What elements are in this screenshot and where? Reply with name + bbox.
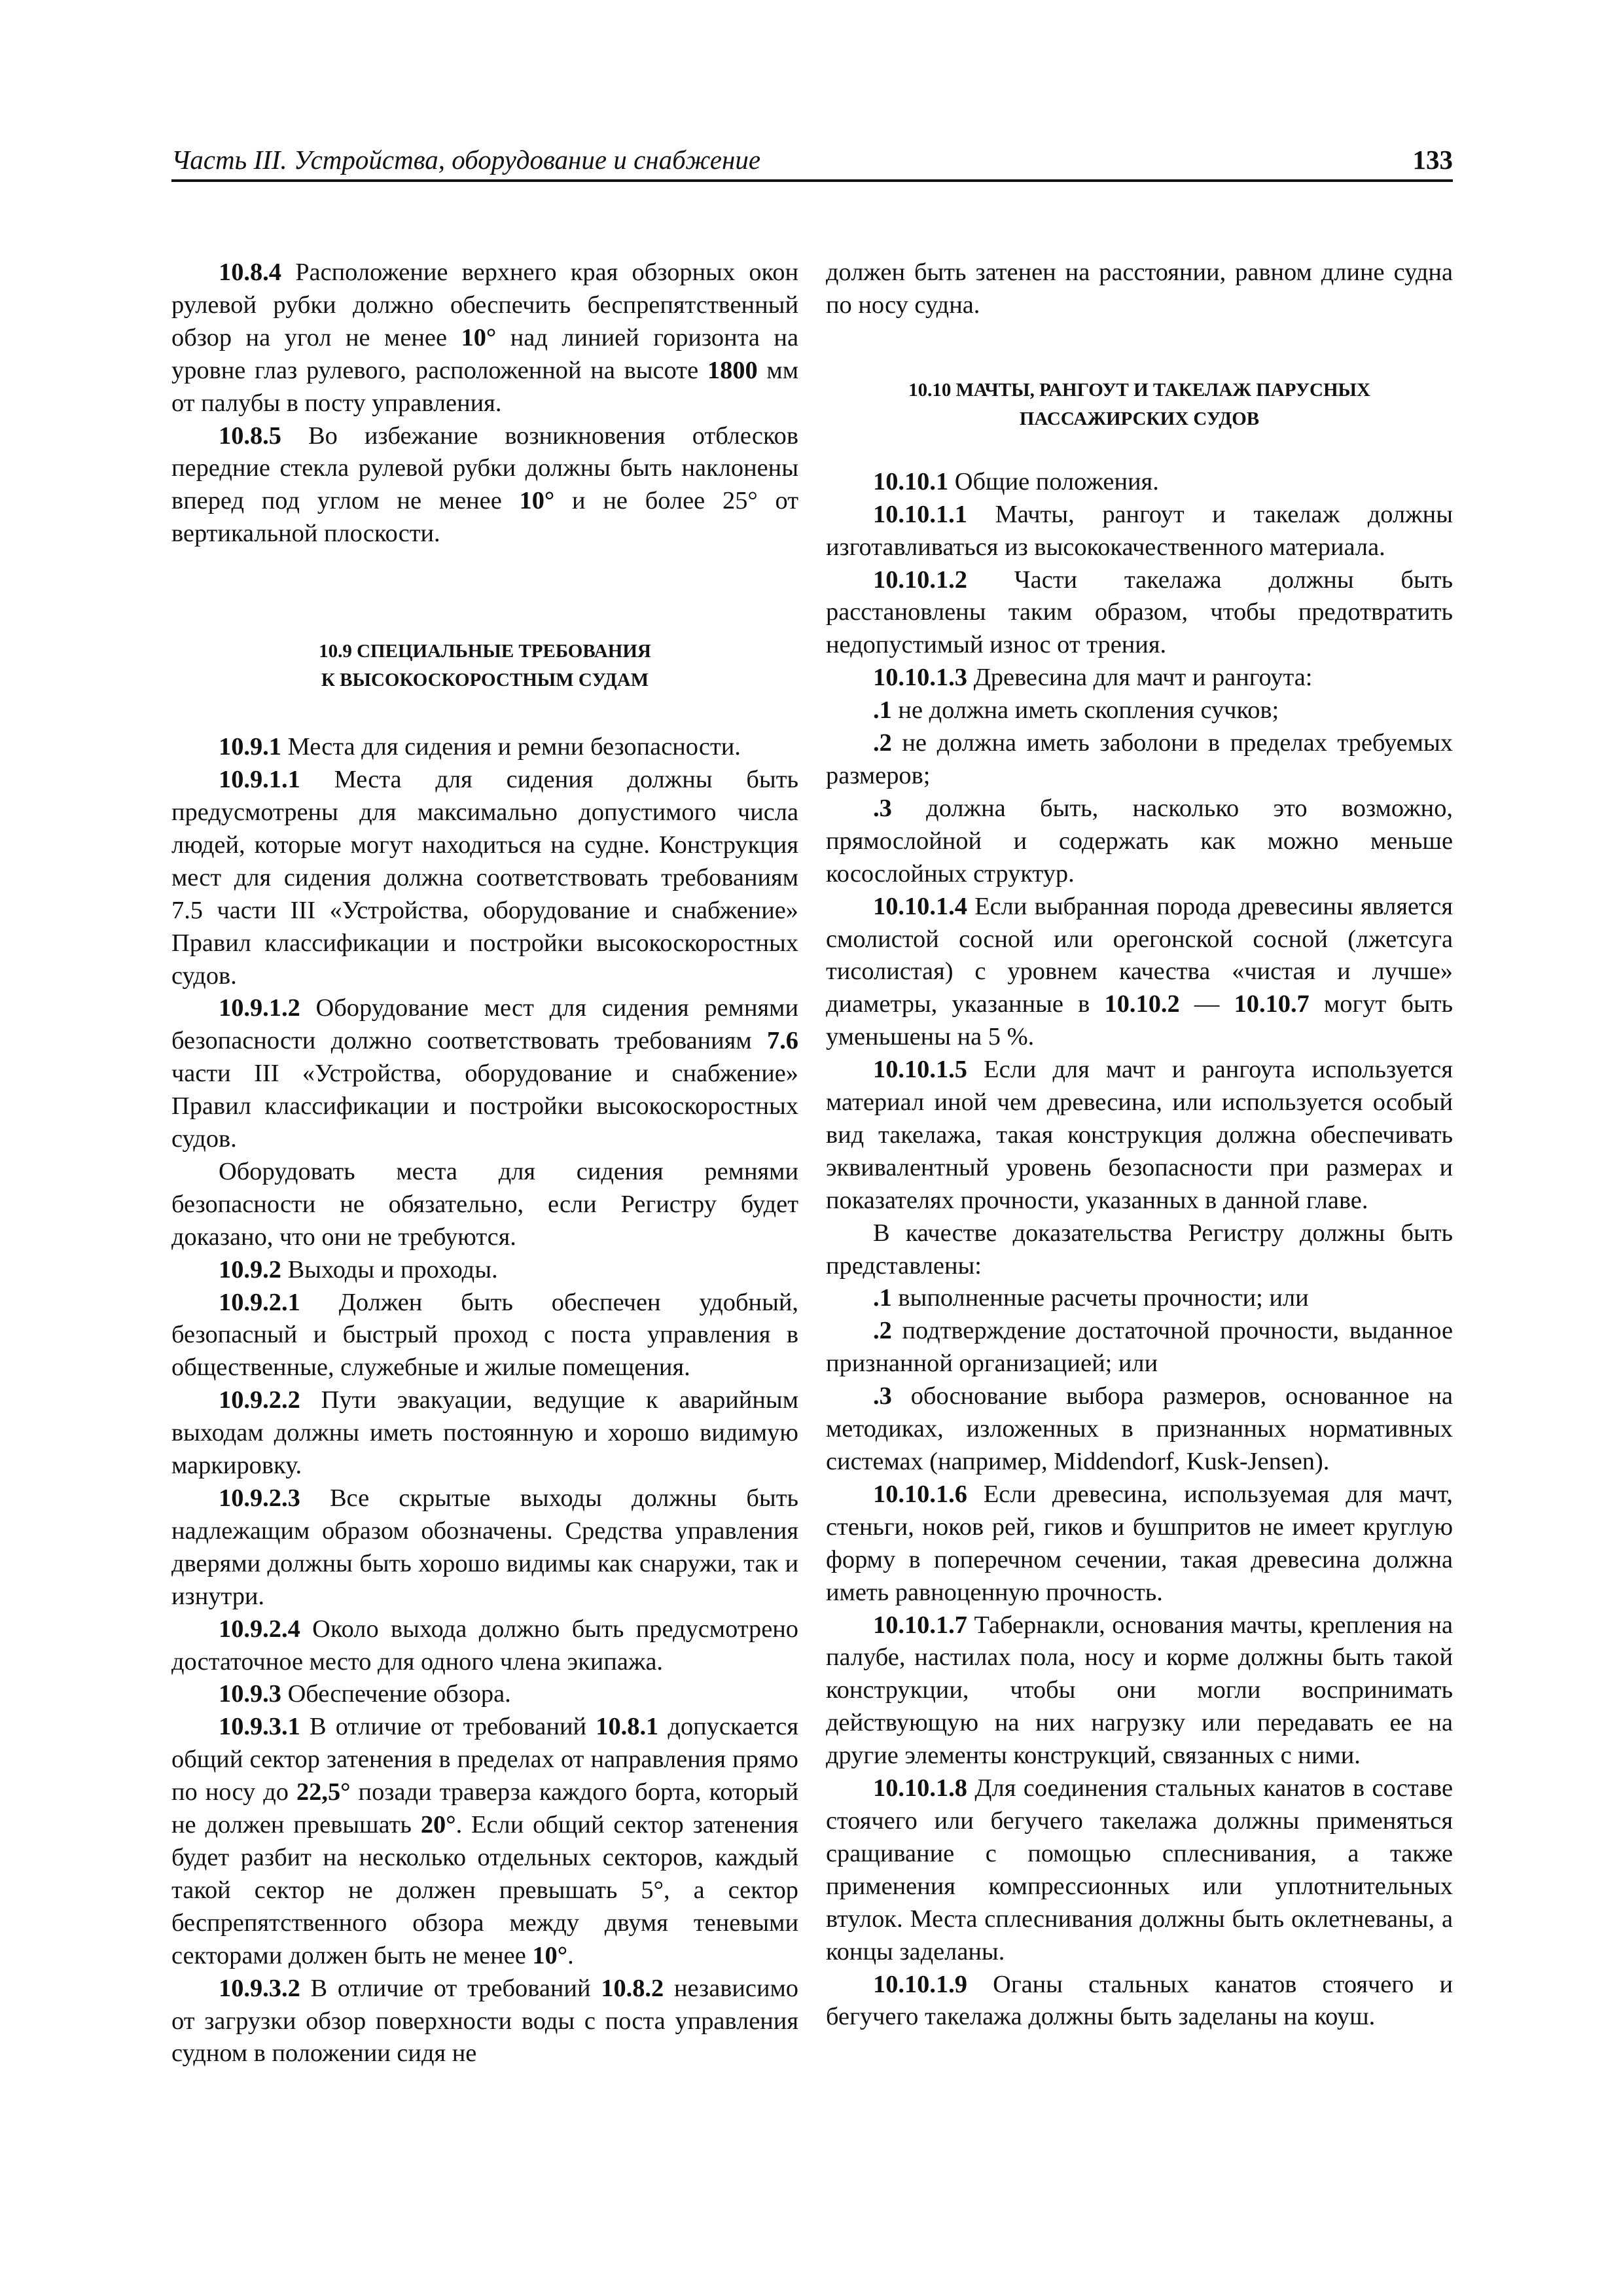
- paragraph-continuation: должен быть затенен на расстоянии, равном длине судна по носу судна.: [826, 259, 1453, 319]
- paragraph-10-9-3: 10.9.3 Обеспечение обзора.: [219, 1680, 511, 1708]
- paragraph-10-9-2-1: 10.9.2.1 Должен быть обеспечен удобный, безопасный и быстрый проход с поста управления в общественные, служебные и жилые помещения.: [171, 1288, 798, 1382]
- paragraph-10-10-1-7: 10.10.1.7 Табернакли, основания мачты, крепления на палубе, настилах пола, носу и корме должны быть такой конструкции, чтобы они могли воспринимать действующую на них нагрузку или передавать ее на другие элементы конструкций, связанных с ними.: [826, 1611, 1453, 1770]
- section-heading-10-9: 10.9 СПЕЦИАЛЬНЫЕ ТРЕБОВАНИЯ К ВЫСОКОСКОРОСТНЫМ СУДАМ: [319, 641, 651, 691]
- paragraph-10-9-1: 10.9.1 Места для сидения и ремни безопасности.: [219, 733, 741, 761]
- list-item-evidence-1: .1 выполненные расчеты прочности; или: [873, 1284, 1309, 1312]
- paragraph-10-9-2-4: 10.9.2.4 Около выхода должно быть предусмотрено достаточное место для одного члена экипажа.: [171, 1615, 798, 1676]
- paragraph-10-10-1-2: 10.10.1.2 Части такелажа должны быть расстановлены таким образом, чтобы предотвратить недопустимый износ от трения.: [826, 565, 1453, 659]
- paragraph-10-10-1-9: 10.10.1.9 Оганы стальных канатов стоячего и бегучего такелажа должны быть заделаны на коуш.: [826, 1970, 1453, 2031]
- list-item-wood-2: .2 не должна иметь заболони в пределах требуемых размеров;: [826, 729, 1453, 789]
- paragraph-10-9-2: 10.9.2 Выходы и проходы.: [219, 1255, 498, 1283]
- right-column: [826, 257, 1453, 2034]
- list-item-evidence-2: .2 подтверждение достаточной прочности, выданное признанной организацией; или: [826, 1317, 1453, 1378]
- paragraph-10-9-3-2: 10.9.3.2 В отличие от требований 10.8.2 независимо от загрузки обзор поверхности воды с поста управления судном в положении сидя не: [171, 1974, 798, 2068]
- section-heading-10-10: 10.10 МАЧТЫ, РАНГОУТ И ТАКЕЛАЖ ПАРУСНЫХ ПАССАЖИРСКИХ СУДОВ: [908, 379, 1370, 429]
- paragraph-10-10-1-5: 10.10.1.5 Если для мачт и рангоута используется материал иной чем древесина, или используется особый вид такелажа, такая конструкция должна обеспечивать эквивалентный уровень безопасности при размерах и показателях прочности, указанных в данной главе.: [826, 1056, 1453, 1214]
- paragraph-10-9-1-1: 10.9.1.1 Места для сидения должны быть предусмотрены для максимально допустимого числа людей, которые могут находиться на судне. Конструкция мест для сидения должна соответствовать требованиям 7.5 части III «Устройства, оборудование и снабжение» Правил классификации и постройки высокоскоростных судов.: [171, 766, 798, 990]
- paragraph-10-10-1-6: 10.10.1.6 Если древесина, используемая для мачт, стеньги, ноков рей, гиков и бушпритов не имеет круглую форму в поперечном сечении, такая древесина должна иметь равноценную прочность.: [826, 1480, 1453, 1606]
- running-header: [171, 145, 1453, 182]
- paragraph-10-9-2-2: 10.9.2.2 Пути эвакуации, ведущие к аварийным выходам должны иметь постоянную и хорошо видимую маркировку.: [171, 1386, 798, 1480]
- header-title: Часть III. Устройства, оборудование и снабжение: [171, 145, 761, 175]
- paragraph-10-8-4: 10.8.4 Расположение верхнего края обзорных окон рулевой рубки должно обеспечить беспрепятственный обзор на угол не менее 10° над линией горизонта на уровне глаз рулевого, расположенной на высоте 1800 мм от палубы в посту управления.: [171, 259, 798, 417]
- paragraph-10-8-5: 10.8.5 Во избежание возникновения отблесков передние стекла рулевой рубки должны быть наклонены вперед под углом не менее 10° и не более 25° от вертикальной плоскости.: [171, 422, 798, 548]
- list-item-evidence-3: .3 обоснование выбора размеров, основанное на методиках, изложенных в признанных нормативных системах (например, Middendorf, Kusk-Jensen).: [826, 1382, 1453, 1475]
- paragraph-10-10-1-1: 10.10.1.1 Мачты, рангоут и такелаж должны изготавливаться из высококачественного материала.: [826, 500, 1453, 561]
- paragraph-10-10-1-3: 10.10.1.3 Древесина для мачт и рангоута:: [873, 664, 1313, 692]
- list-item-wood-3: .3 должна быть, насколько это возможно, прямослойной и содержать как можно меньше косослойных структур.: [826, 794, 1453, 888]
- left-column: [171, 257, 798, 2070]
- paragraph-10-10-1-8: 10.10.1.8 Для соединения стальных канатов в составе стоячего или бегучего такелажа должны применяться сращивание с помощью сплеснивания, а также применения компрессионных или уплотнительных втулок. Места сплеснивания должны быть оклетневаны, а концы заделаны.: [826, 1774, 1453, 1965]
- paragraph-10-9-3-1: 10.9.3.1 В отличие от требований 10.8.1 допускается общий сектор затенения в пределах от направления прямо по носу до 22,5° позади траверза каждого борта, который не должен превышать 20°. Если общий сектор затенения будет разбит на несколько отдельных секторов, каждый такой сектор не должен превышать 5°, а сектор беспрепятственного обзора между двумя теневыми секторами должен быть не менее 10°.: [171, 1713, 799, 1969]
- paragraph-10-9-2-3: 10.9.2.3 Все скрытые выходы должны быть надлежащим образом обозначены. Средства управления дверями должны быть хорошо видимы как снаружи, так и изнутри.: [171, 1484, 798, 1610]
- paragraph-10-10-1: 10.10.1 Общие положения.: [873, 467, 1159, 495]
- paragraph-10-10-1-4: 10.10.1.4 Если выбранная порода древесины является смолистой сосной или орегонской сосной (лжетсуга тисолистая) с уровнем качества «чистая и лучше» диаметры, указанные в 10.10.2 — 10.10.7 могут быть уменьшены на 5 %.: [826, 892, 1454, 1051]
- paragraph-10-9-1-2: 10.9.1.2 Оборудование мест для сидения ремнями безопасности должно соответствовать требованиям 7.6 части III «Устройства, оборудование и снабжение» Правил классификации и постройки высокоскоростных судов.: [171, 994, 798, 1153]
- paragraph-belts-optional: Оборудовать места для сидения ремнями безопасности не обязательно, если Регистру будет доказано, что они не требуются.: [171, 1157, 798, 1251]
- page-number: 133: [1412, 145, 1453, 175]
- paragraph-evidence: В качестве доказательства Регистру должны быть представлены:: [826, 1219, 1453, 1280]
- list-item-wood-1: .1 не должна иметь скопления сучков;: [873, 696, 1279, 725]
